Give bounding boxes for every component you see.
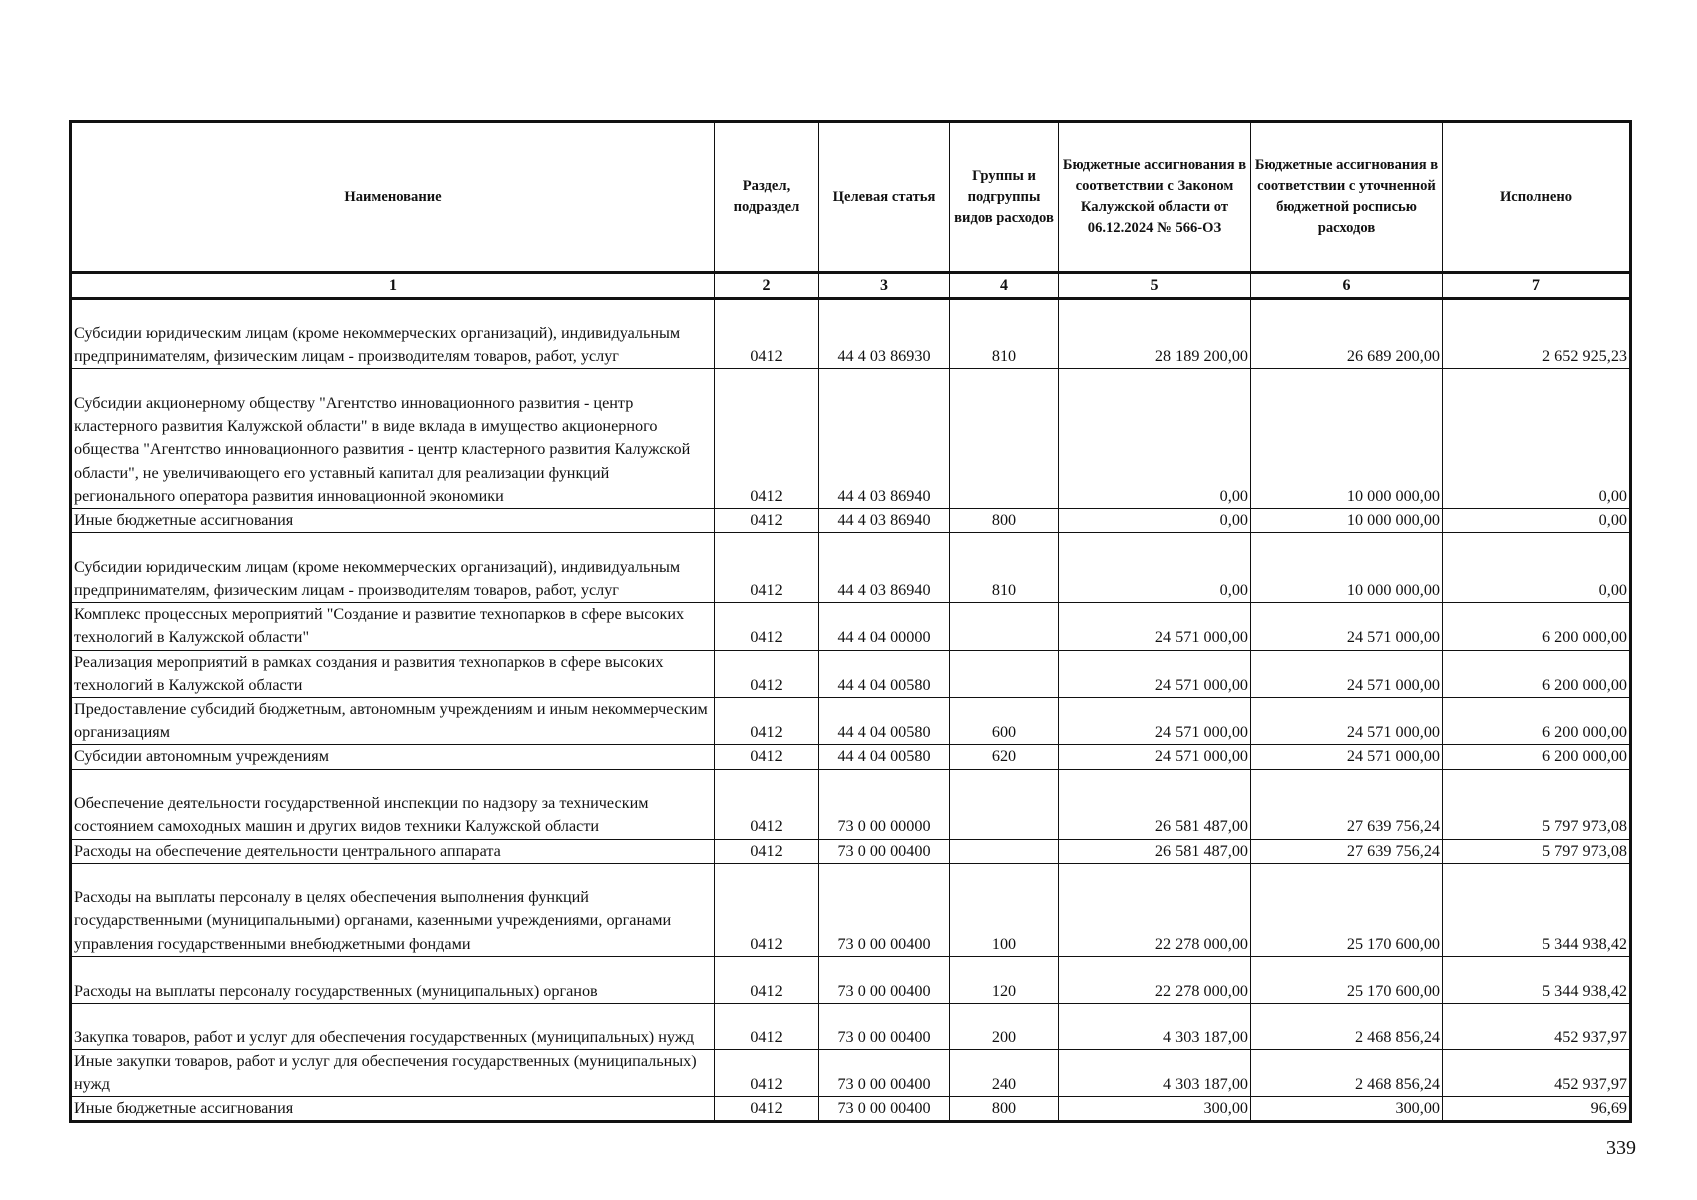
row-target-article: 44 4 04 00000 — [819, 603, 950, 650]
row-executed: 2 652 925,23 — [1443, 299, 1631, 369]
row-name: Субсидии юридическим лицам (кроме некоммерческих организаций), индивидуальным предпринимателям, физическим лицам - производителям товаров, работ, услуг — [71, 533, 715, 603]
row-section: 0412 — [715, 650, 819, 697]
row-name: Предоставление субсидий бюджетным, автономным учреждениям и иным некоммерческим организациям — [71, 698, 715, 745]
row-executed: 6 200 000,00 — [1443, 698, 1631, 745]
row-name: Субсидии автономным учреждениям — [71, 745, 715, 769]
header-law-allocation: Бюджетные ассигнования в соответствии с Законом Калужской области от 06.12.2024 № 566-ОЗ — [1059, 122, 1251, 273]
row-executed: 0,00 — [1443, 369, 1631, 509]
table-row — [71, 745, 1631, 769]
row-target-article: 44 4 03 86940 — [819, 369, 950, 509]
row-revised-allocation: 24 571 000,00 — [1251, 603, 1443, 650]
header-expense-group: Группы и подгруппы видов расходов — [950, 122, 1059, 273]
table-row — [71, 839, 1631, 863]
row-section: 0412 — [715, 509, 819, 533]
table-row — [71, 650, 1631, 697]
row-revised-allocation: 26 689 200,00 — [1251, 299, 1443, 369]
row-executed: 96,69 — [1443, 1097, 1631, 1122]
row-name: Иные бюджетные ассигнования — [71, 509, 715, 533]
row-target-article: 73 0 00 00400 — [819, 1003, 950, 1049]
column-number: 1 — [71, 273, 715, 299]
table-row — [71, 956, 1631, 1003]
row-section: 0412 — [715, 745, 819, 769]
row-law-allocation: 0,00 — [1059, 509, 1251, 533]
row-target-article: 44 4 03 86940 — [819, 533, 950, 603]
row-revised-allocation: 24 571 000,00 — [1251, 698, 1443, 745]
row-revised-allocation: 10 000 000,00 — [1251, 369, 1443, 509]
table-row — [71, 863, 1631, 956]
row-section: 0412 — [715, 956, 819, 1003]
row-name: Расходы на обеспечение деятельности центрального аппарата — [71, 839, 715, 863]
table-row — [71, 603, 1631, 650]
row-expense-group: 800 — [950, 1097, 1059, 1122]
table-row — [71, 1003, 1631, 1049]
row-executed: 5 797 973,08 — [1443, 769, 1631, 839]
row-revised-allocation: 2 468 856,24 — [1251, 1003, 1443, 1049]
row-executed: 5 797 973,08 — [1443, 839, 1631, 863]
row-name: Закупка товаров, работ и услуг для обеспечения государственных (муниципальных) нужд — [71, 1003, 715, 1049]
row-name: Субсидии юридическим лицам (кроме некоммерческих организаций), индивидуальным предпринимателям, физическим лицам - производителям товаров, работ, услуг — [71, 299, 715, 369]
row-law-allocation: 0,00 — [1059, 533, 1251, 603]
header-revised-allocation: Бюджетные ассигнования в соответствии с уточненной бюджетной росписью расходов — [1251, 122, 1443, 273]
row-executed: 452 937,97 — [1443, 1003, 1631, 1049]
row-executed: 5 344 938,42 — [1443, 863, 1631, 956]
header-section: Раздел, подраздел — [715, 122, 819, 273]
row-name: Обеспечение деятельности государственной инспекции по надзору за техническим состоянием самоходных машин и других видов техники Калужской области — [71, 769, 715, 839]
row-name: Иные закупки товаров, работ и услуг для обеспечения государственных (муниципальных) нужд — [71, 1049, 715, 1096]
row-target-article: 73 0 00 00400 — [819, 839, 950, 863]
row-section: 0412 — [715, 533, 819, 603]
row-revised-allocation: 10 000 000,00 — [1251, 509, 1443, 533]
column-number: 4 — [950, 273, 1059, 299]
row-law-allocation: 24 571 000,00 — [1059, 603, 1251, 650]
row-section: 0412 — [715, 1097, 819, 1122]
row-expense-group: 800 — [950, 509, 1059, 533]
row-section: 0412 — [715, 769, 819, 839]
row-section: 0412 — [715, 603, 819, 650]
row-law-allocation: 24 571 000,00 — [1059, 745, 1251, 769]
table-row — [71, 369, 1631, 509]
row-law-allocation: 26 581 487,00 — [1059, 839, 1251, 863]
row-revised-allocation: 10 000 000,00 — [1251, 533, 1443, 603]
page-number: 339 — [1606, 1137, 1636, 1159]
row-expense-group: 200 — [950, 1003, 1059, 1049]
table-row — [71, 769, 1631, 839]
column-number: 7 — [1443, 273, 1631, 299]
row-law-allocation: 4 303 187,00 — [1059, 1003, 1251, 1049]
row-law-allocation: 300,00 — [1059, 1097, 1251, 1122]
row-name: Субсидии акционерному обществу "Агентство инновационного развития - центр кластерного развития Калужской области" в виде вклада в имущество акционерного общества "Агентство инновационного развития - центр кластерного развития Калужской области", не увеличивающего его уставный капитал для реализации функций регионального оператора развития инновационной экономики — [71, 369, 715, 509]
row-expense-group — [950, 650, 1059, 697]
row-expense-group: 620 — [950, 745, 1059, 769]
row-revised-allocation: 25 170 600,00 — [1251, 863, 1443, 956]
table-row — [71, 1049, 1631, 1096]
row-executed: 452 937,97 — [1443, 1049, 1631, 1096]
column-number: 2 — [715, 273, 819, 299]
row-target-article: 44 4 03 86930 — [819, 299, 950, 369]
row-law-allocation: 4 303 187,00 — [1059, 1049, 1251, 1096]
row-executed: 6 200 000,00 — [1443, 603, 1631, 650]
row-revised-allocation: 24 571 000,00 — [1251, 745, 1443, 769]
row-law-allocation: 24 571 000,00 — [1059, 650, 1251, 697]
column-number: 6 — [1251, 273, 1443, 299]
row-executed: 6 200 000,00 — [1443, 745, 1631, 769]
header-target-article: Целевая статья — [819, 122, 950, 273]
row-section: 0412 — [715, 1049, 819, 1096]
row-target-article: 73 0 00 00400 — [819, 1097, 950, 1122]
row-name: Реализация мероприятий в рамках создания и развития технопарков в сфере высоких технологий в Калужской области — [71, 650, 715, 697]
row-revised-allocation: 25 170 600,00 — [1251, 956, 1443, 1003]
row-expense-group — [950, 839, 1059, 863]
row-target-article: 73 0 00 00400 — [819, 956, 950, 1003]
row-section: 0412 — [715, 369, 819, 509]
row-law-allocation: 24 571 000,00 — [1059, 698, 1251, 745]
row-executed: 0,00 — [1443, 533, 1631, 603]
column-number: 5 — [1059, 273, 1251, 299]
header-name: Наименование — [71, 122, 715, 273]
column-number-row — [71, 273, 1631, 299]
row-target-article: 44 4 04 00580 — [819, 650, 950, 697]
row-revised-allocation: 27 639 756,24 — [1251, 769, 1443, 839]
row-section: 0412 — [715, 299, 819, 369]
table-row — [71, 299, 1631, 369]
row-name: Иные бюджетные ассигнования — [71, 1097, 715, 1122]
row-revised-allocation: 24 571 000,00 — [1251, 650, 1443, 697]
row-expense-group: 120 — [950, 956, 1059, 1003]
table-body — [71, 299, 1631, 1122]
row-revised-allocation: 27 639 756,24 — [1251, 839, 1443, 863]
row-section: 0412 — [715, 1003, 819, 1049]
row-target-article: 44 4 04 00580 — [819, 745, 950, 769]
table-row — [71, 1097, 1631, 1122]
row-expense-group: 100 — [950, 863, 1059, 956]
row-name: Расходы на выплаты персоналу государственных (муниципальных) органов — [71, 956, 715, 1003]
table-row — [71, 509, 1631, 533]
row-target-article: 73 0 00 00400 — [819, 863, 950, 956]
row-law-allocation: 28 189 200,00 — [1059, 299, 1251, 369]
row-section: 0412 — [715, 698, 819, 745]
row-target-article: 73 0 00 00400 — [819, 1049, 950, 1096]
row-name: Расходы на выплаты персоналу в целях обеспечения выполнения функций государственными (муниципальными) органами, казенными учреждениями, органами управления государственными внебюджетными фондами — [71, 863, 715, 956]
header-row — [71, 122, 1631, 273]
row-name: Комплекс процессных мероприятий "Создание и развитие технопарков в сфере высоких технологий в Калужской области" — [71, 603, 715, 650]
row-expense-group — [950, 769, 1059, 839]
row-target-article: 44 4 04 00580 — [819, 698, 950, 745]
row-law-allocation: 0,00 — [1059, 369, 1251, 509]
row-target-article: 73 0 00 00000 — [819, 769, 950, 839]
row-target-article: 44 4 03 86940 — [819, 509, 950, 533]
table-row — [71, 533, 1631, 603]
table-row — [71, 698, 1631, 745]
row-law-allocation: 22 278 000,00 — [1059, 863, 1251, 956]
row-section: 0412 — [715, 863, 819, 956]
row-revised-allocation: 300,00 — [1251, 1097, 1443, 1122]
row-executed: 0,00 — [1443, 509, 1631, 533]
row-expense-group: 600 — [950, 698, 1059, 745]
column-number: 3 — [819, 273, 950, 299]
row-expense-group — [950, 603, 1059, 650]
row-expense-group: 810 — [950, 299, 1059, 369]
row-executed: 5 344 938,42 — [1443, 956, 1631, 1003]
budget-table — [69, 120, 1632, 1123]
row-law-allocation: 22 278 000,00 — [1059, 956, 1251, 1003]
row-law-allocation: 26 581 487,00 — [1059, 769, 1251, 839]
row-executed: 6 200 000,00 — [1443, 650, 1631, 697]
row-section: 0412 — [715, 839, 819, 863]
row-expense-group: 810 — [950, 533, 1059, 603]
row-expense-group: 240 — [950, 1049, 1059, 1096]
row-expense-group — [950, 369, 1059, 509]
row-revised-allocation: 2 468 856,24 — [1251, 1049, 1443, 1096]
header-executed: Исполнено — [1443, 122, 1631, 273]
